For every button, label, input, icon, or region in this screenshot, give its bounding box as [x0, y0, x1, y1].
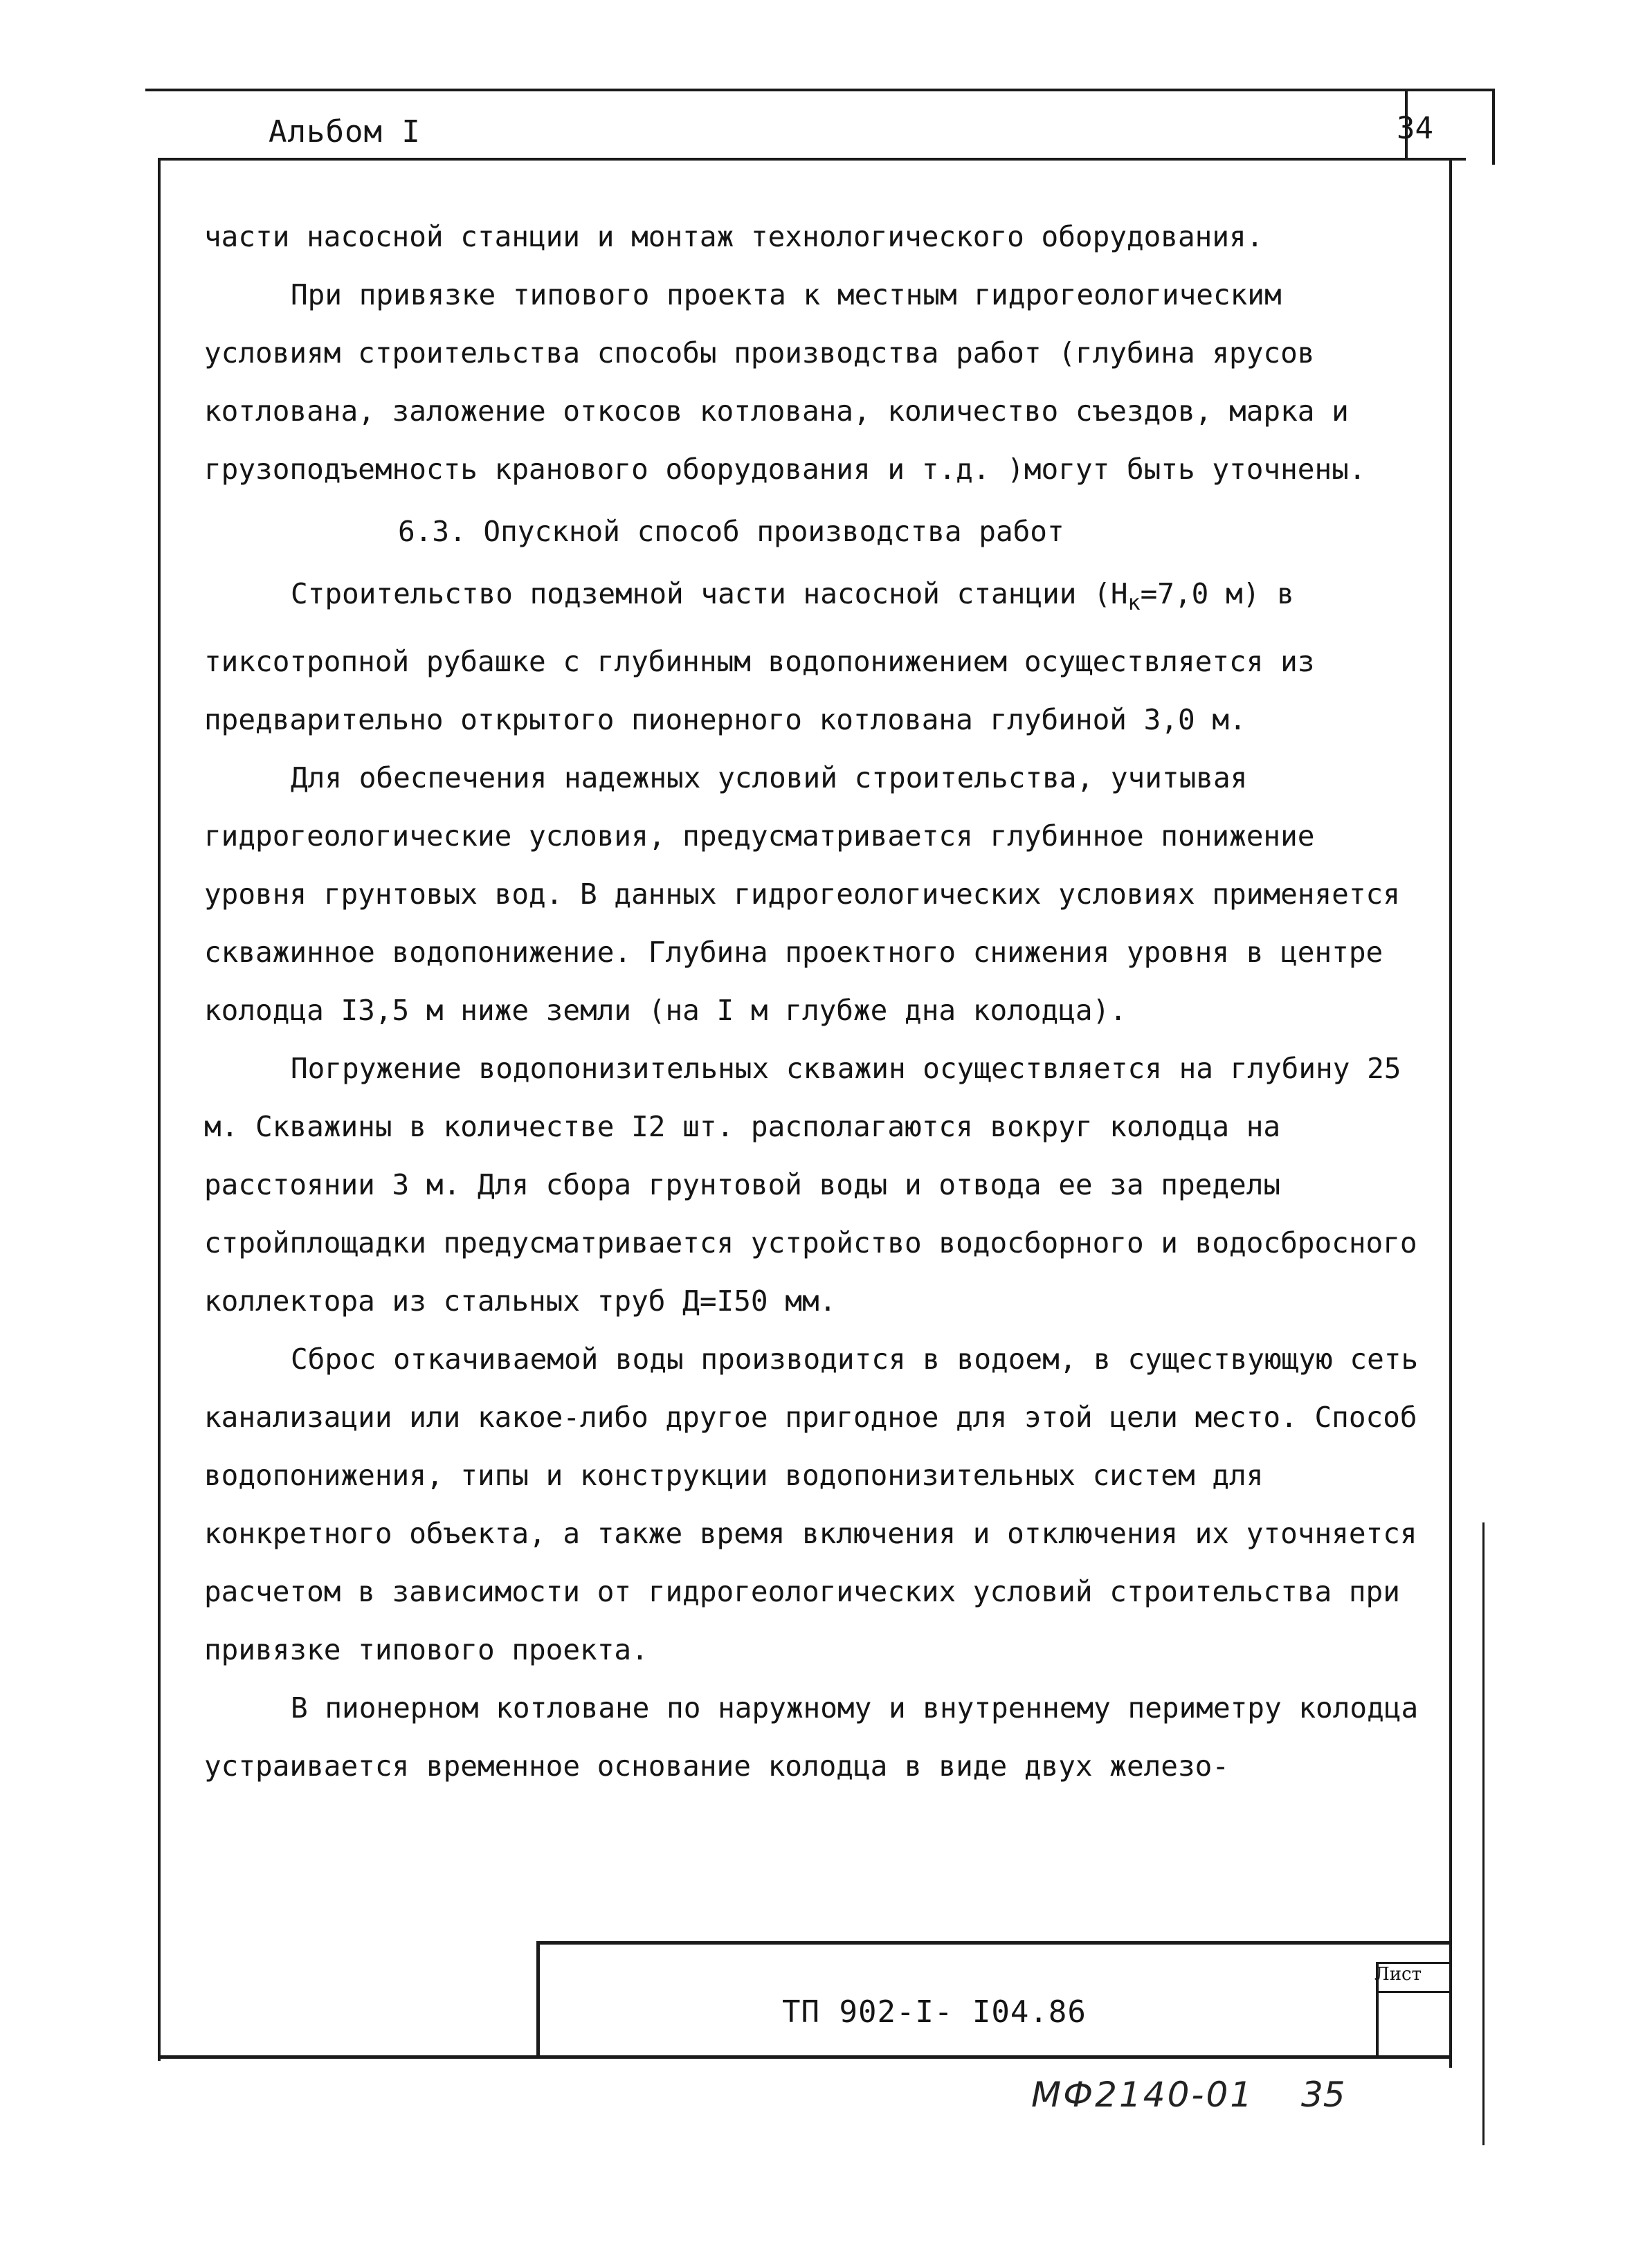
- top-border-line: [145, 89, 1495, 91]
- paragraph-4: Для обеспечения надежных условий строительства, учитывая гидрогеологические условия, предусматривается глубинное понижение уровня грунтовых вод. В данных гидрогеологических условиях применяется скважинное водопонижение. Глубина проектного снижения уровня в центре колодца I3,5 м ниже земли (на I м глубже дна колодца).: [204, 761, 1400, 1028]
- paragraph-1: части насосной станции и монтаж технологического оборудования.: [204, 220, 1264, 253]
- page-number-box-right: [1492, 89, 1495, 165]
- section-heading: 6.3. Опускной способ производства работ: [398, 515, 1064, 548]
- outer-right-line: [1482, 1522, 1485, 2145]
- stamp-left-line: [536, 1941, 540, 2059]
- document-body: [204, 208, 1419, 1795]
- paragraph-3-start: Строительство подземной части насосной станции (H: [291, 577, 1128, 610]
- paragraph-3-end: =7,0 м) в тиксотропной рубашке с глубинным водопонижением осуществляется из предварительно открытого пионерного котлована глубиной 3,0 м.: [204, 577, 1315, 737]
- handwritten-number: 35: [1301, 2075, 1345, 2115]
- frame-left-line: [158, 158, 161, 2061]
- sheet-label: Лист: [1374, 1964, 1422, 1985]
- paragraph-2: При привязке типового проекта к местным гидрогеологическим условиям строительства способы производства работ (глубина ярусов котлована, заложение откосов котлована, количество съездов, марка и грузоподъемность кранового оборудования и т.д. )могут быть уточнены.: [204, 278, 1366, 486]
- stamp-sheet-box-divider: [1376, 1991, 1451, 1993]
- paragraph-7: В пионерном котловане по наружному и внутреннему периметру колодца устраивается временное основание колодца в виде двух железо-: [204, 1691, 1419, 1783]
- paragraph-5: Погружение водопонизительных скважин осуществляется на глубину 25 м. Скважины в количестве I2 шт. располагаются вокруг колодца на расстоянии 3 м. Для сбора грунтовой воды и отвода ее за пределы стройплощадки предусматривается устройство водосборного и водосбросного коллектора из стальных труб Д=I50 мм.: [204, 1052, 1417, 1318]
- paragraph-3: [204, 565, 1419, 749]
- album-title: Альбом I: [269, 114, 421, 149]
- header-divider-line: [158, 158, 1466, 161]
- page-number: 34: [1397, 111, 1433, 146]
- frame-right-line: [1449, 158, 1452, 2068]
- paragraph-6: Сброс откачиваемой воды производится в водоем, в существующую сеть канализации или какое-либо другое пригодное для этой цели место. Способ водопонижения, типы и конструкции водопонизительных систем для конкретного объекта, а также время включения и отключения их уточняется расчетом в зависимости от гидрогеологических условий строительства при привязке типового проекта.: [204, 1343, 1419, 1667]
- paragraph-3-subscript: к: [1127, 591, 1141, 616]
- document-code: ТП 902-I- I04.86: [782, 1994, 1087, 2030]
- handwritten-code: МФ2140-01: [1031, 2075, 1255, 2115]
- stamp-bottom-line: [158, 2055, 1452, 2059]
- stamp-top-line: [536, 1941, 1451, 1945]
